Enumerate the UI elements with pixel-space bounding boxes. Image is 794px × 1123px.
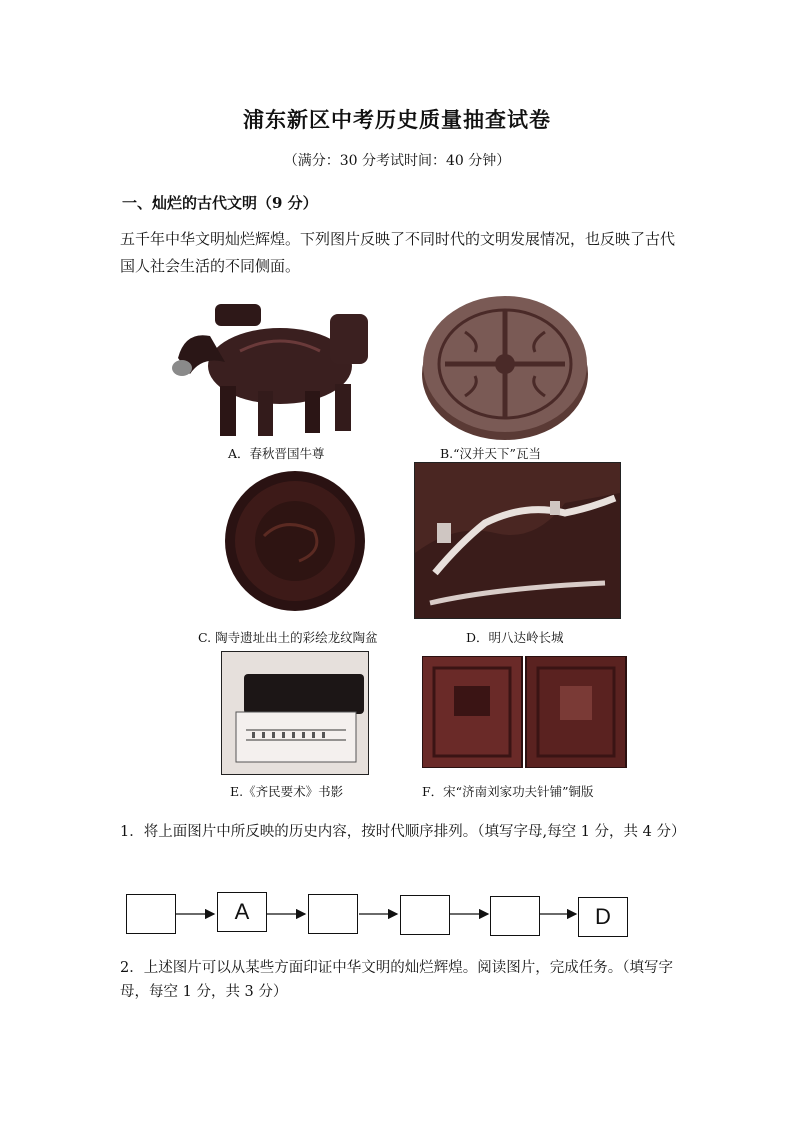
- question-1: 1．将上面图片中所反映的历史内容，按时代顺序排列。（填写字母,每空 1 分，共 4 分）: [120, 824, 686, 840]
- caption-f: F．宋“济南刘家功夫针铺”铜版: [422, 784, 594, 799]
- image-e: [221, 651, 369, 775]
- caption-a: A．春秋晋国牛尊: [228, 446, 325, 461]
- page-title: 浦东新区中考历史质量抽查试卷: [243, 107, 551, 132]
- caption-d: D．明八达岭长城: [466, 630, 564, 645]
- bronze-ox-zun-icon: [170, 296, 380, 441]
- bronze-printing-plate-icon: [422, 656, 627, 768]
- caption-b: B.“汉并天下”瓦当: [440, 446, 541, 461]
- answer-box-1[interactable]: [126, 894, 176, 934]
- image-f: [422, 656, 627, 768]
- answer-box-5[interactable]: [490, 896, 540, 936]
- painted-pottery-basin-icon: [224, 466, 366, 616]
- answer-box-6[interactable]: D: [578, 897, 628, 937]
- sequence-row: [126, 892, 636, 940]
- roof-tile-end-icon: [420, 292, 590, 442]
- sequence-arrows: [126, 892, 636, 940]
- answer-box-2[interactable]: A: [217, 892, 267, 932]
- ancient-book-icon: [222, 652, 368, 774]
- image-a: [170, 296, 380, 441]
- caption-c: C. 陶寺遗址出土的彩绘龙纹陶盆: [198, 630, 378, 645]
- answer-box-3[interactable]: [308, 894, 358, 934]
- image-d: [414, 462, 621, 619]
- question-2: 2．上述图片可以从某些方面印证中华文明的灿烂辉煌。阅读图片，完成任务。（填写字母，每空 1 分，共 3 分）: [120, 960, 673, 1000]
- intro-paragraph: 五千年中华文明灿烂辉煌。下列图片反映了不同时代的文明发展情况，也反映了古代国人社会生活的不同侧面。: [120, 230, 676, 275]
- exam-subtitle: （满分：30 分考试时间：40 分钟）: [283, 153, 511, 169]
- answer-box-4[interactable]: [400, 895, 450, 935]
- image-c: [224, 466, 366, 616]
- caption-e: E.《齐民要术》书影: [230, 784, 344, 799]
- section-heading: 一、灿烂的古代文明（9 分）: [122, 194, 318, 212]
- great-wall-icon: [415, 463, 620, 618]
- image-b: [420, 292, 590, 442]
